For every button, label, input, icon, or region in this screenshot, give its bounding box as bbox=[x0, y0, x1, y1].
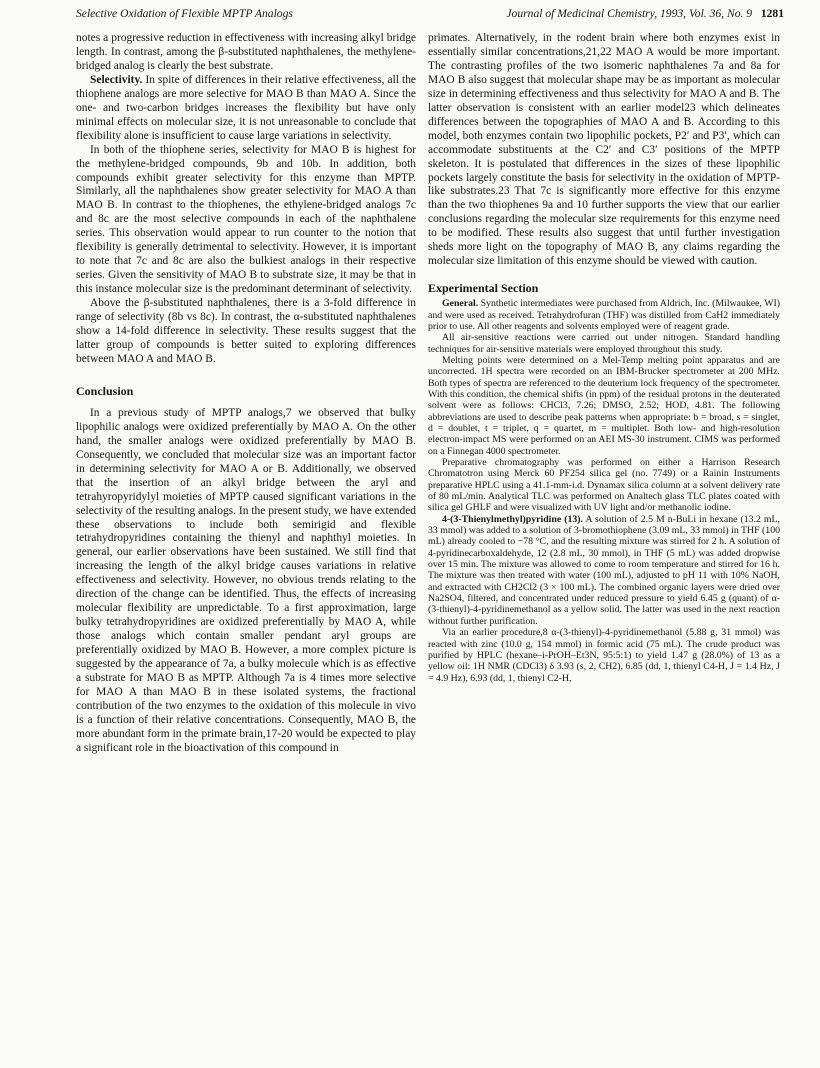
paragraph-air-sensitive: All air-sensitive reactions were carried out under nitrogen. Standard handling techniques for air-sensitive materials were employed throughout this study. bbox=[428, 332, 780, 355]
paragraph-instrumentation: Melting points were determined on a Mel-Temp melting point apparatus and are uncorrected. 1H spectra were recorded on an IBM-Brucker spectrometer at 200 MHz. Both types of spectra are referenced to the deuterium lock frequency of the spectrometer. With this condition, the chemical shifts (in ppm) of the residual protons in the deuterated solvent were as follows: CHCl3, 7.26; DMSO, 2.52; HOD, 4.81. The following abbreviations are used to describe peak patterns when appropriate: b = broad, s = singlet, d = doublet, t = triplet, q = quartet, m = multiplet. Both low- and high-resolution electron-impact MS were performed on an AEI MS-30 instrument. CIMS was performed on a Finnegan 4000 spectrometer. bbox=[428, 354, 780, 457]
journal-name: Journal of Medicinal Chemistry, 1993, Vol. 36, No. 9 bbox=[506, 7, 753, 20]
general-run-in-head: General. bbox=[442, 298, 479, 310]
paragraph-continued: notes a progressive reduction in effectiveness with increasing alkyl bridge length. In contrast, among the β-substituted naphthalenes, the methylene-bridged analog is clearly the best substrate. bbox=[76, 32, 416, 72]
compound-13-text: A solution of 2.5 M n-BuLi in hexane (13.2 mL, 33 mmol) was added to a solution of 3-bromothiophene (3.09 mL, 33 mmol) in THF (100 mL) already cooled to −78 °C, and the resulting mixture was stirred for 2 h. A solution of 4-pyridinecarboxaldehyde, 12 (2.8 mL, 30 mmol), in THF (5 mL) was added dropwise over 15 min. The mixture was allowed to come to room temperature and stirred for 16 h. The mixture was then treated with water (100 mL), adjusted to pH 11 with 10% NaOH, and extracted with CH2Cl2 (3 × 100 mL). The combined organic layers were dried over Na2SO4, filtered, and concentrated under reduced pressure to yield 6.45 g (quant) of α-(3-thienyl)-4-pyridinemethanol as a yellow solid. The latter was used in the next reaction without further purification. bbox=[428, 513, 780, 627]
paragraph-selectivity bbox=[76, 74, 416, 144]
page-number: 1281 bbox=[760, 7, 784, 20]
running-title: Selective Oxidation of Flexible MPTP Analogs bbox=[76, 7, 293, 20]
paragraph-continued: primates. Alternatively, in the rodent brain where both enzymes exist in essentially similar concentrations,21,22 MAO A would be more important. The contrasting profiles of the two isomeric naphthalenes 7a and 8a for MAO B also suggest that molecular shape may be as important as molecular size in determining effectiveness and thus selectivity for MAO A and B. The latter observation is consistent with an earlier model23 which delineates differences between the topographies of MAO A and B. According to this model, both enzymes contain two lipophilic pockets, P2′ and P3′, which can accommodate substituents at the C2′ and C3′ positions of the MPTP skeleton. It is postulated that differences in the sizes of these lipophilic pockets largely constitute the basis for selectivity in the oxidation of MPTP-like substrates.23 That 7c is significantly more effective for this enzyme than the two thiophenes 9a and 10 further supports the view that our earlier conclusions regarding the molecular size requirements for this enzyme need to be modified. These results also suggest that until further investigation sheds more light on the topography of MAO B, any claims regarding the molecular size limitation of this enzyme should be viewed with caution. bbox=[428, 32, 780, 268]
compound-13-heading: 4-(3-Thienylmethyl)pyridine (13). bbox=[442, 513, 583, 525]
paragraph-conclusion: In a previous study of MPTP analogs,7 we observed that bulky lipophilic analogs were oxidized preferentially by MAO A. On the other hand, the smaller analogs were oxidized preferentially by MAO B. Consequently, we concluded that molecular size was an important factor in determining selectivity for MAO A or B. Additionally, we observed that the insertion of an alkyl bridge between the aryl and tetrahyropyridylyl moieties of MPTP caused significant variations in the selectivity of the resulting analogs. In the present study, we have extended these observations to include both semirigid and flexible tetrahydropyridines containing the thienyl and naphthyl moieties. In general, our earlier observations have been sustained. We still find that increasing the length of the alkyl bridge causes variations in relative effectiveness and selectivity. However, no obvious trends relating to the direction of the change can be identified. Thus, the effects of increasing molecular flexibility are unpredictable. To a first approximation, large bulky tetrahydropyridines are oxidized preferentially by MAO A, while those analogs which contain smaller pendant aryl groups are preferentially oxidized by MAO B. However, a more complex picture is suggested by the appearance of 7a, a bulky molecule which is as effective a substrate for MAO B as MPTP. Although 7a is 4 times more selective for MAO A than MAO B in these isolated systems, the fractional contribution of the two enzymes to the oxidation of this molecule in vivo is a function of their relative concentrations. Consequently, MAO B, the more abundant form in the primate brain,17-20 would be expected to play a significant role in the bioactivation of this compound in bbox=[76, 406, 416, 754]
paragraph-thiophene-series: In both of the thiophene series, selectivity for MAO B is highest for the methylene-bridged compounds, 9b and 10b. In addition, both compounds exhibit greater selectivity for this enzyme than MPTP. Similarly, all the naphthalenes show greater selectivity for MAO A than MAO B. In contrast to the thiophenes, the ethylene-bridged analogs 7c and 8c are the most selective compounds in each of the naphthalene series. This observation would appear to run counter to the notion that flexibility is generally detrimental to selectivity. However, it is important to note that 7c and 8c are also the bulkiest analogs in their respective series. Given the sensitivity of MAO B to substrate size, it may be that in this instance molecular size is the predominant determinant of selectivity. bbox=[76, 143, 416, 296]
general-text: Synthetic intermediates were purchased from Aldrich, Inc. (Milwaukee, WI) and were used as received. Tetrahydrofuran (THF) was distilled from CaH2 immediately prior to use. All other reagents and solvents employed were of reagent grade. bbox=[428, 298, 780, 332]
selectivity-run-in-head: Selectivity. bbox=[90, 73, 143, 86]
paragraph-compound-13 bbox=[428, 514, 780, 627]
selectivity-text: In spite of differences in their relative effectiveness, all the thiophene analogs are more selective for MAO B than MAO A. Since the one- and two-carbon bridges increases the flexibility but have only minimal effects on molecular size, it is not unreasonable to conclude that flexibility alone is insufficient to cause large variations in selectivity. bbox=[76, 73, 416, 142]
paragraph-general bbox=[428, 298, 780, 332]
left-column bbox=[76, 32, 416, 756]
journal-citation bbox=[506, 7, 784, 20]
paragraph-reduction: Via an earlier procedure,8 α-(3-thienyl)-4-pyridinemethanol (5.88 g, 31 mmol) was reacted with zinc (10.0 g, 154 mmol) in formic acid (75 mL). The crude product was purified by HPLC (hexane–i-PrOH–Et3N, 95:5:1) to yield 1.47 g (28.0%) of 13 as a yellow oil: 1H NMR (CDCl3) δ 3.93 (s, 2, CH2), 6.85 (dd, 1, thienyl C4-H, J = 1.4 Hz, J = 4.9 Hz), 6.93 (dd, 1, thienyl C2-H, bbox=[428, 627, 780, 684]
experimental-heading: Experimental Section bbox=[428, 281, 539, 296]
right-column bbox=[428, 32, 780, 684]
paragraph-chromatography: Preparative chromatography was performed on either a Harrison Research Chromatotron using Merck 60 PF254 silica gel (no. 7749) or a Rainin Instruments preparative HPLC using a 41.1-mm-i.d. Dynamax silica column at a solvent delivery rate of 80 mL/min. Analytical TLC was performed on Analtech glass TLC plates coated with silica gel GHLF and were visualized with UV light and/or methanolic iodine. bbox=[428, 457, 780, 514]
running-head bbox=[76, 7, 784, 23]
paragraph-naphthalenes: Above the β-substituted naphthalenes, there is a 3-fold difference in range of selectivity (8b vs 8c). In contrast, the α-substituted naphthalenes show a 14-fold difference in selectivity. These results suggest that the latter group of compounds is better suited to exploring differences between MAO A and MAO B. bbox=[76, 297, 416, 365]
conclusion-heading: Conclusion bbox=[76, 383, 134, 398]
